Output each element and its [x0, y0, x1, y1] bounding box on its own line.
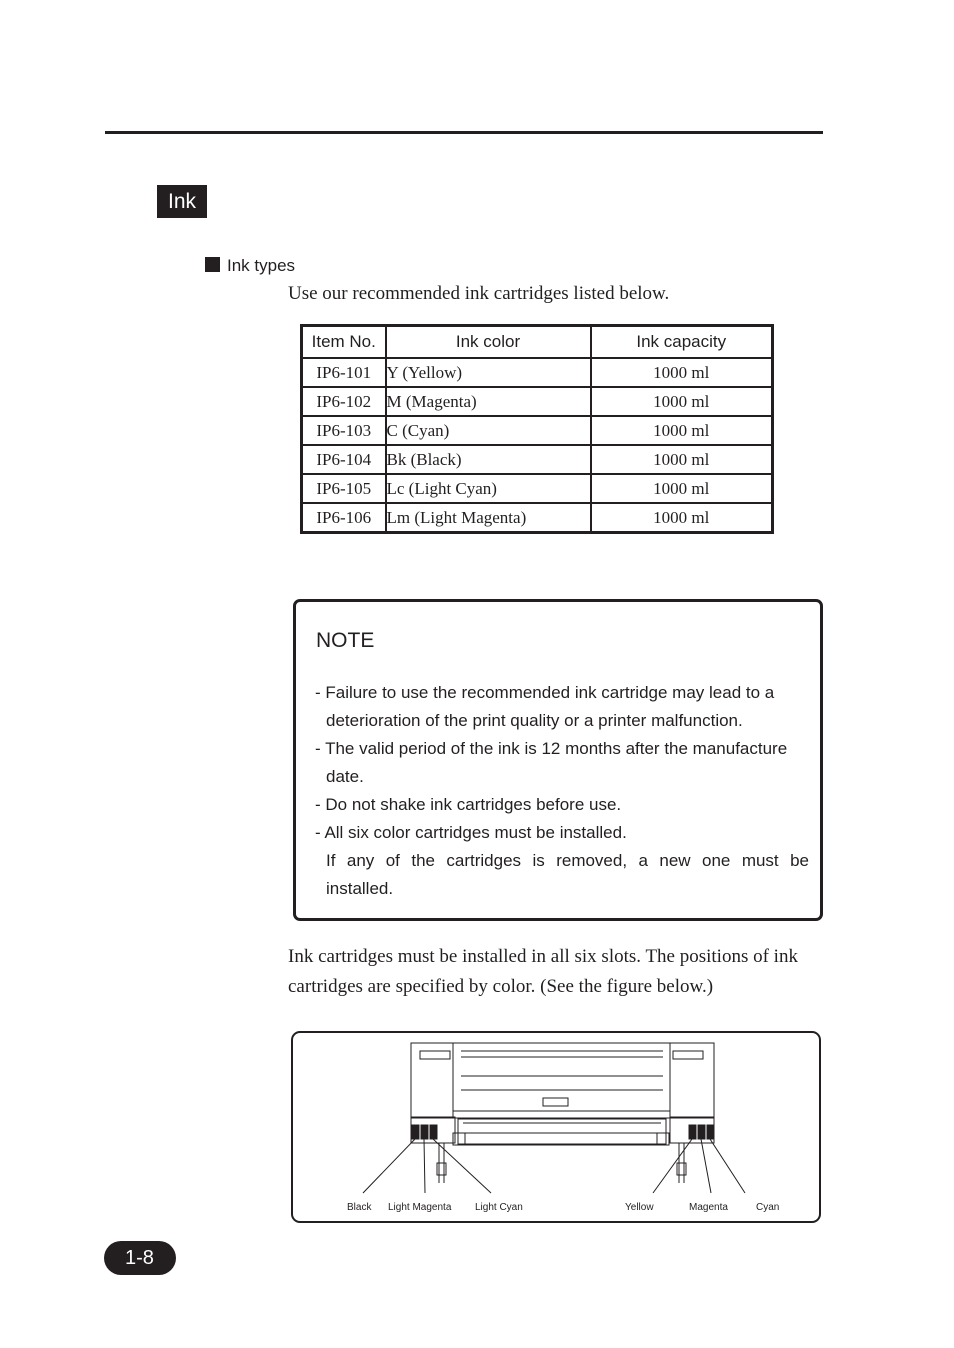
printer-front-view-illustration	[293, 1033, 819, 1221]
note-item: - Do not shake ink cartridges before use.	[315, 795, 622, 814]
header-rule	[105, 131, 823, 134]
item-number-cell: IP6-104	[302, 445, 386, 474]
body-paragraph: Ink cartridges must be installed in all six slots. The positions of ink cartridges are specified by color. (See the figure below.)	[288, 946, 798, 997]
ink-capacity-cell: 1000 ml	[591, 474, 773, 503]
note-continuation: If any of the cartridges is removed, a new one must be	[326, 851, 809, 870]
figure-label-yellow: Yellow	[625, 1202, 654, 1213]
item-number-cell: IP6-106	[302, 503, 386, 533]
item-number-cell: IP6-102	[302, 387, 386, 416]
column-header: Ink color	[386, 326, 591, 359]
item-number-cell: IP6-105	[302, 474, 386, 503]
ink-color-cell: Y (Yellow)	[386, 358, 591, 387]
column-header: Item No.	[302, 326, 386, 359]
table-row	[302, 387, 773, 416]
column-header: Ink capacity	[591, 326, 773, 359]
ink-color-cell: Lc (Light Cyan)	[386, 474, 591, 503]
ink-table	[300, 324, 774, 534]
cartridge-position-figure	[291, 1031, 821, 1223]
ink-color-cell: Lm (Light Magenta)	[386, 503, 591, 533]
note-continuation: installed.	[326, 879, 394, 898]
note-item: - All six color cartridges must be installed.	[315, 823, 627, 842]
table-row	[302, 474, 773, 503]
ink-capacity-cell: 1000 ml	[591, 445, 773, 474]
ink-capacity-cell: 1000 ml	[591, 387, 773, 416]
ink-color-cell: C (Cyan)	[386, 416, 591, 445]
figure-label-magenta: Magenta	[689, 1202, 728, 1213]
item-number-cell: IP6-103	[302, 416, 386, 445]
note-title: NOTE	[316, 629, 375, 652]
intro-text: Use our recommended ink cartridges listed below.	[288, 283, 670, 304]
note-list	[315, 679, 809, 903]
ink-color-cell: Bk (Black)	[386, 445, 591, 474]
note-item: - The valid period of the ink is 12 months after the manufacture date.	[315, 739, 788, 786]
table-row	[302, 445, 773, 474]
note-box	[293, 599, 823, 921]
subsection-title: Ink types	[227, 256, 296, 275]
ink-color-cell: M (Magenta)	[386, 387, 591, 416]
section-label: Ink	[157, 185, 207, 218]
subsection-heading	[205, 256, 295, 276]
table-row	[302, 358, 773, 387]
ink-capacity-cell: 1000 ml	[591, 503, 773, 533]
table-row	[302, 503, 773, 533]
page-number: 1-8	[104, 1241, 176, 1275]
table-row	[302, 416, 773, 445]
ink-capacity-cell: 1000 ml	[591, 416, 773, 445]
ink-capacity-cell: 1000 ml	[591, 358, 773, 387]
figure-label-light-magenta: Light Magenta	[388, 1202, 452, 1213]
square-bullet-icon	[205, 257, 220, 272]
figure-label-black: Black	[347, 1202, 372, 1213]
figure-label-light-cyan: Light Cyan	[475, 1202, 523, 1213]
table-header-row	[302, 326, 773, 359]
item-number-cell: IP6-101	[302, 358, 386, 387]
note-item: - Failure to use the recommended ink cartridge may lead to a deterioration of the print quality or a printer malfunction.	[315, 683, 775, 730]
figure-label-cyan: Cyan	[756, 1202, 780, 1213]
